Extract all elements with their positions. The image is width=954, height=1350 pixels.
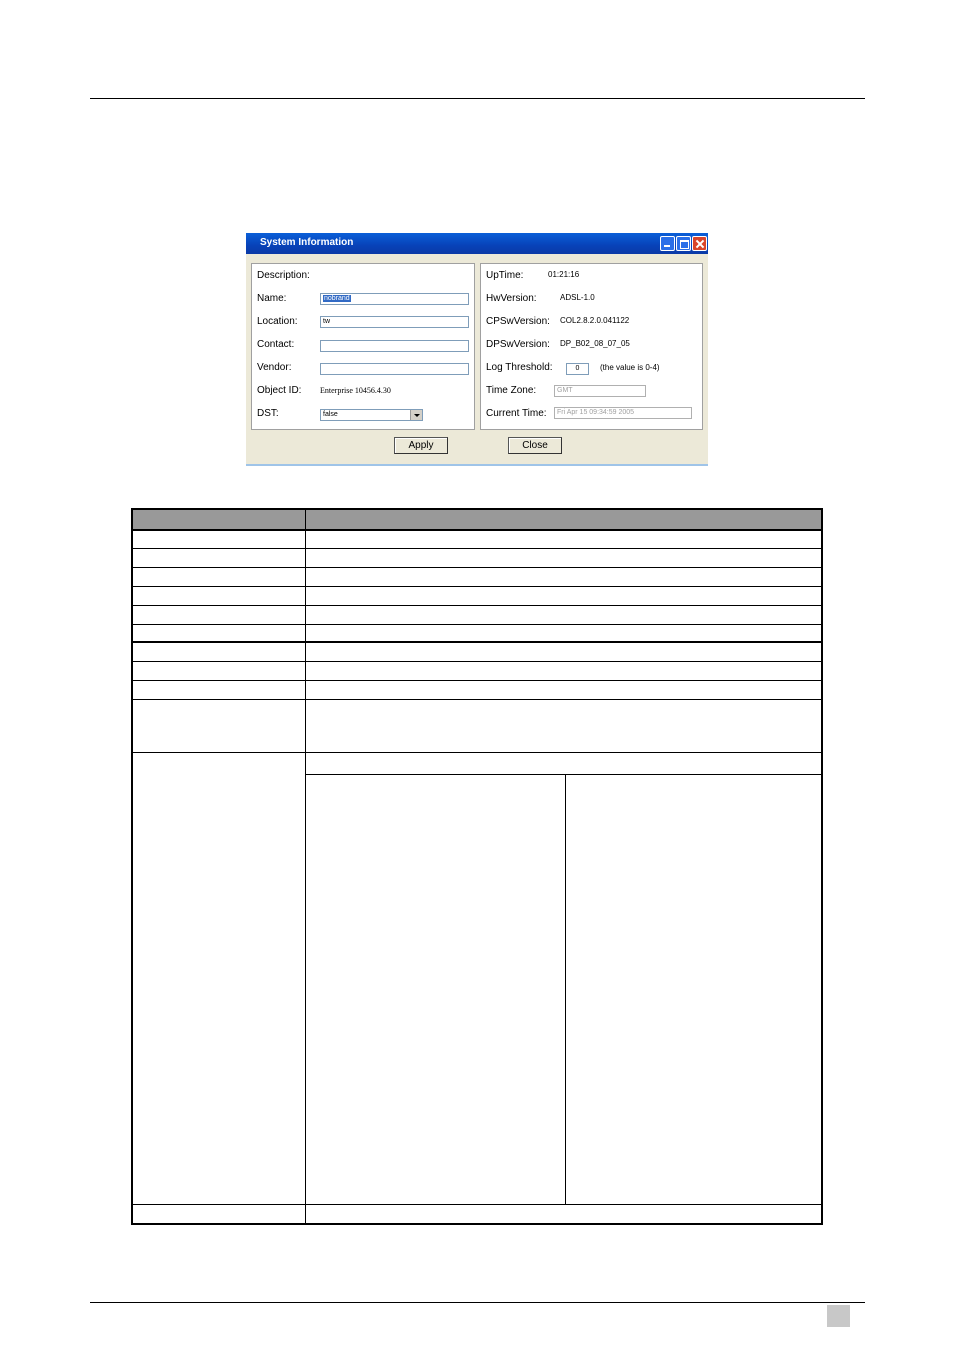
vendor-input[interactable]: [320, 363, 469, 375]
table-row: [133, 548, 821, 549]
cpswversion-value: COL2.8.2.0.041122: [560, 316, 630, 325]
table-row: [133, 567, 821, 568]
vendor-label: Vendor:: [257, 362, 292, 373]
log-threshold-hint: (the value is 0-4): [600, 363, 660, 372]
table-subrow: [305, 774, 821, 775]
table-row: [133, 586, 821, 587]
parameter-table: [131, 508, 823, 1225]
table-row: [133, 605, 821, 606]
description-label: Description:: [257, 270, 310, 281]
system-information-dialog: [246, 233, 708, 466]
log-threshold-label: Log Threshold:: [486, 362, 553, 373]
column-divider: [305, 510, 306, 1223]
system-settings-panel: [251, 263, 475, 430]
hwversion-label: HwVersion:: [486, 293, 537, 304]
close-button[interactable]: Close: [508, 437, 562, 454]
object-id-label: Object ID:: [257, 385, 302, 396]
table-row: [133, 624, 821, 625]
maximize-icon[interactable]: [676, 236, 691, 251]
chevron-down-icon[interactable]: [410, 410, 422, 420]
title-bar[interactable]: [246, 233, 708, 254]
current-time-label: Current Time:: [486, 408, 547, 419]
close-icon[interactable]: [692, 236, 707, 251]
name-input[interactable]: [320, 293, 469, 305]
table-row: [133, 641, 821, 643]
time-zone-input: GMT: [554, 385, 646, 397]
page-number-box: [827, 1305, 850, 1327]
header-rule: [90, 98, 865, 99]
dpswversion-label: DPSwVersion:: [486, 339, 550, 350]
dialog-bottom-border: [246, 464, 708, 466]
location-label: Location:: [257, 316, 298, 327]
system-status-panel: [480, 263, 703, 430]
dpswversion-value: DP_B02_08_07_05: [560, 339, 630, 348]
footer-rule: [90, 1302, 865, 1303]
table-row: [133, 1204, 821, 1205]
hwversion-value: ADSL-1.0: [560, 293, 595, 302]
current-time-input: Fri Apr 15 09:34:59 2005: [554, 407, 692, 419]
uptime-value: 01:21:16: [548, 270, 580, 279]
log-threshold-input[interactable]: 0: [566, 363, 589, 375]
table-row: [133, 661, 821, 662]
table-row: [133, 752, 821, 753]
dst-value: false: [323, 411, 338, 418]
dialog-title: System Information: [260, 237, 354, 248]
name-value: nobrand: [324, 295, 350, 302]
time-zone-label: Time Zone:: [486, 385, 537, 396]
cpswversion-label: CPSwVersion:: [486, 316, 550, 327]
name-label: Name:: [257, 293, 287, 304]
dst-select[interactable]: [320, 409, 423, 421]
table-row: [133, 699, 821, 700]
uptime-label: UpTime:: [486, 270, 524, 281]
location-input[interactable]: tw: [320, 316, 469, 328]
contact-label: Contact:: [257, 339, 295, 350]
apply-button[interactable]: Apply: [394, 437, 448, 454]
minimize-icon[interactable]: [660, 236, 675, 251]
contact-input[interactable]: [320, 340, 469, 352]
table-header: [133, 510, 821, 531]
dst-label: DST:: [257, 408, 279, 419]
object-id-value: Enterprise 10456.4.30: [320, 386, 391, 395]
subcolumn-divider: [565, 774, 566, 1205]
table-row: [133, 680, 821, 681]
